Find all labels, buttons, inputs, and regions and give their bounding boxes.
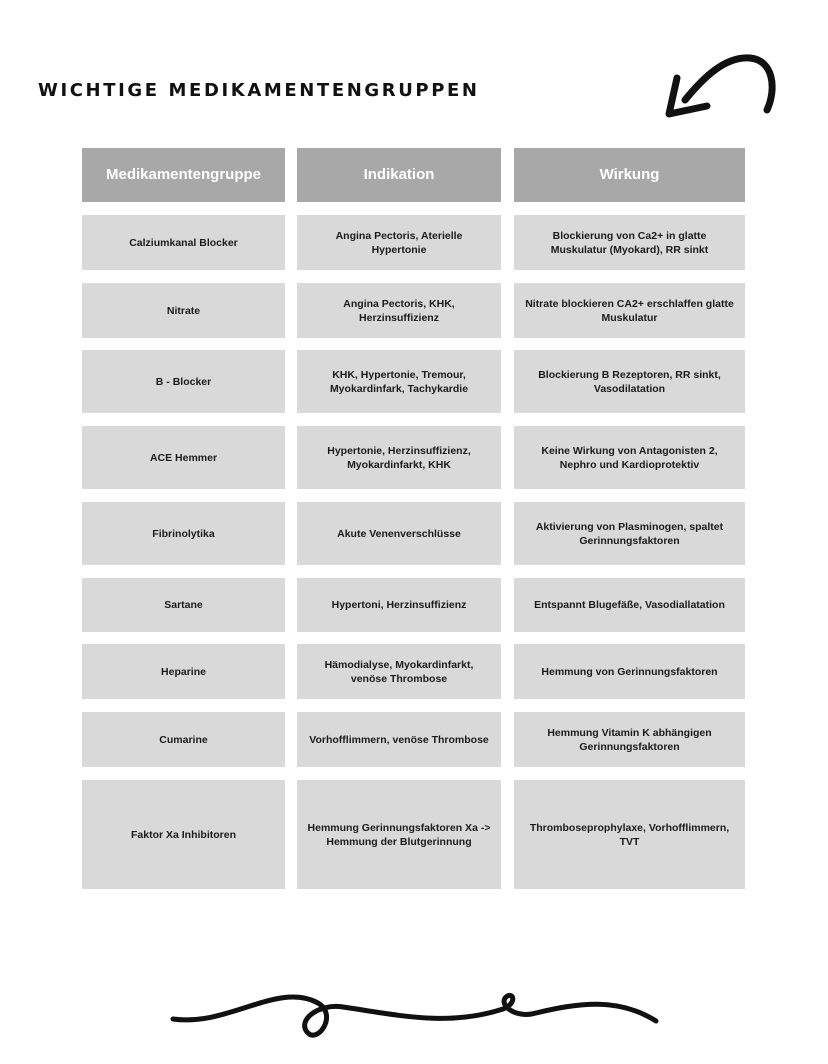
indikation-cell: Hämodialyse, Myokardinfarkt, venöse Thrombose	[297, 644, 501, 699]
indikation-cell: KHK, Hypertonie, Tremour, Myokardinfark, Tachykardie	[297, 350, 501, 413]
medikamentengruppe-cell: Nitrate	[82, 283, 285, 338]
wirkung-cell: Aktivierung von Plasminogen, spaltet Gerinnungsfaktoren	[514, 502, 745, 565]
wirkung-cell: Entspannt Blugefäße, Vasodiallatation	[514, 578, 745, 632]
medikamentengruppe-cell: Cumarine	[82, 712, 285, 767]
wirkung-cell: Keine Wirkung von Antagonisten 2, Nephro und Kardioprotektiv	[514, 426, 745, 489]
page-title: WICHTIGE MEDIKAMENTENGRUPPEN	[38, 80, 480, 101]
wirkung-cell: Hemmung Vitamin K abhängigen Gerinnungsfaktoren	[514, 712, 745, 767]
wirkung-cell: Hemmung von Gerinnungsfaktoren	[514, 644, 745, 699]
header-medikamentengruppe: Medikamentengruppe	[82, 148, 285, 202]
header-wirkung: Wirkung	[514, 148, 745, 202]
wirkung-cell: Thromboseprophylaxe, Vorhofflimmern, TVT	[514, 780, 745, 889]
header-indikation: Indikation	[297, 148, 501, 202]
medikamentengruppe-cell: Heparine	[82, 644, 285, 699]
wirkung-cell: Nitrate blockieren CA2+ erschlaffen glatte Muskulatur	[514, 283, 745, 338]
indikation-cell: Hemmung Gerinnungsfaktoren Xa -> Hemmung der Blutgerinnung	[297, 780, 501, 889]
indikation-cell: Angina Pectoris, Aterielle Hypertonie	[297, 215, 501, 270]
indikation-cell: Hypertoni, Herzinsuffizienz	[297, 578, 501, 632]
indikation-cell: Akute Venenverschlüsse	[297, 502, 501, 565]
medikamentengruppe-cell: Fibrinolytika	[82, 502, 285, 565]
indikation-cell: Hypertonie, Herzinsuffizienz, Myokardinfarkt, KHK	[297, 426, 501, 489]
indikation-cell: Angina Pectoris, KHK, Herzinsuffizienz	[297, 283, 501, 338]
medikamentengruppe-cell: ACE Hemmer	[82, 426, 285, 489]
indikation-cell: Vorhofflimmern, venöse Thrombose	[297, 712, 501, 767]
medikamentengruppe-cell: Faktor Xa Inhibitoren	[82, 780, 285, 889]
curved-arrow-icon	[655, 48, 785, 128]
wirkung-cell: Blockierung von Ca2+ in glatte Muskulatur (Myokard), RR sinkt	[514, 215, 745, 270]
wirkung-cell: Blockierung B Rezeptoren, RR sinkt, Vasodilatation	[514, 350, 745, 413]
medikamentengruppe-cell: Calziumkanal Blocker	[82, 215, 285, 270]
medikamentengruppe-cell: B - Blocker	[82, 350, 285, 413]
medikamentengruppe-cell: Sartane	[82, 578, 285, 632]
squiggle-divider	[168, 985, 668, 1045]
